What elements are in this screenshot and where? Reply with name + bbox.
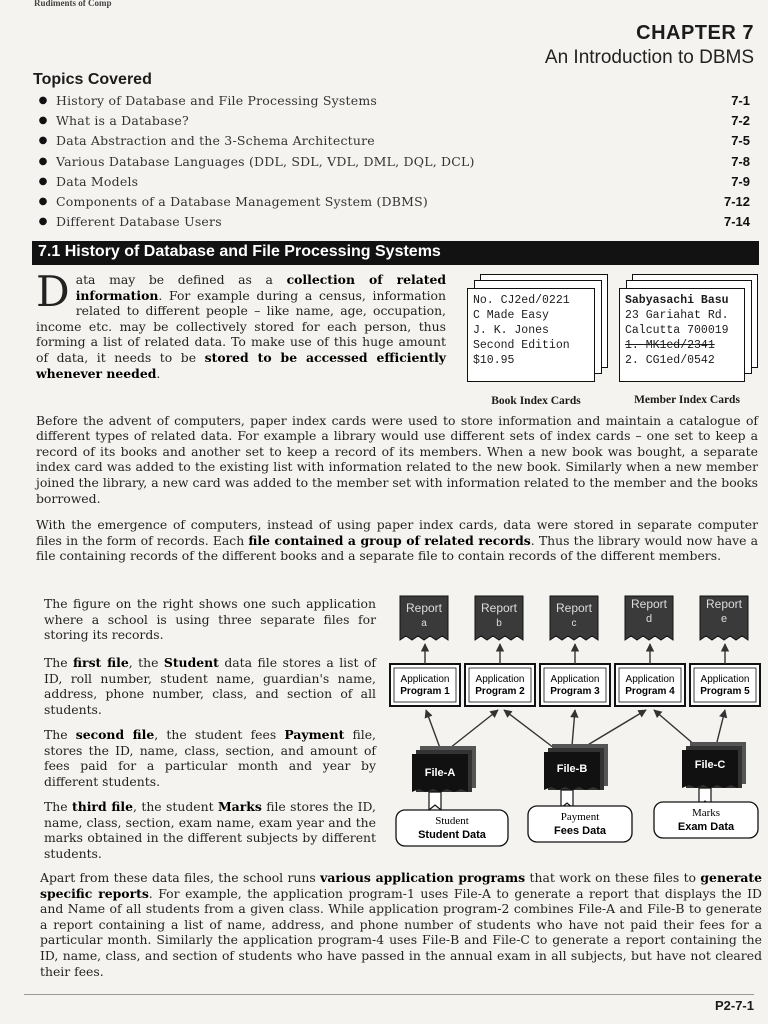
- bullet-icon: ●: [38, 114, 48, 126]
- section-heading-text: 7.1 History of Database and File Processing Systems: [38, 243, 441, 260]
- topic-page: 7-2: [731, 112, 750, 128]
- chapter-title: An Introduction to DBMS: [544, 47, 754, 68]
- member-index-card: Sabyasachi Basu 23 Gariahat Rd. Calcutta 700019 1. MK1ed/2341 2. CG1ed/0542: [619, 288, 745, 382]
- book-index-card: No. CJ2ed/0221 C Made Easy J. K. Jones Second Edition $10.95: [467, 288, 595, 382]
- topic-page: 7-8: [731, 153, 750, 169]
- bullet-icon: ●: [38, 175, 48, 187]
- file-b: [544, 744, 608, 790]
- student-data-box: [396, 810, 508, 846]
- exam-data-box: [654, 802, 758, 838]
- svg-text:File-C: File-C: [694, 759, 726, 771]
- topic-page: 7-12: [723, 194, 750, 210]
- topic-text: What is a Database?: [56, 112, 189, 128]
- svg-text:Application: Application: [700, 674, 750, 685]
- application-program-5: [690, 664, 760, 706]
- topic-item: [30, 191, 750, 211]
- topic-item: [30, 131, 750, 151]
- paragraph-index-cards: Before the advent of computers, paper index cards were used to store information and maintain a catalogue of different types of related data. For example a library would use different sets of index cards – one set to keep a record of its books and another set to keep a record of its members. When a new book was bought, a separate index card was added to the existing list with information related to the new book. Similarly when a new member joined the library, a new card was added to the member set with information related to the member and the books borrowed.: [36, 412, 758, 506]
- svg-text:Report: Report: [705, 597, 743, 611]
- topic-text: Data Models: [56, 173, 139, 189]
- topic-page: 7-9: [731, 173, 750, 189]
- topic-text: Data Abstraction and the 3-Schema Architecture: [56, 133, 375, 149]
- svg-text:e: e: [720, 613, 728, 625]
- connector-icon: [561, 790, 573, 808]
- svg-text:Report: Report: [555, 601, 593, 615]
- svg-text:Report: Report: [630, 597, 668, 611]
- chapter-label: CHAPTER 7: [636, 22, 754, 44]
- file-c: [682, 742, 746, 788]
- svg-text:Program 3: Program 3: [550, 686, 600, 697]
- svg-text:Exam Data: Exam Data: [677, 821, 735, 833]
- topic-item: [30, 110, 750, 130]
- bullet-icon: ●: [38, 196, 48, 208]
- report-d: [625, 596, 673, 640]
- topic-text: Different Database Users: [56, 214, 222, 230]
- topics-list: [30, 90, 750, 232]
- svg-text:Application: Application: [550, 674, 600, 685]
- topic-page: 7-1: [731, 92, 750, 108]
- topic-text: History of Database and File Processing Systems: [56, 92, 377, 108]
- report-e: [700, 596, 748, 640]
- topics-title: Topics Covered: [33, 71, 152, 88]
- svg-text:Report: Report: [480, 601, 518, 615]
- application-program-4: [615, 664, 685, 706]
- report-a: [400, 596, 448, 640]
- file-a: [412, 746, 476, 792]
- svg-text:Program 2: Program 2: [475, 686, 525, 697]
- paragraph-second-file: The second file, the student fees Payment file, stores the ID, name, class, section, and amount of fees paid for a particular month and year by different students.: [44, 727, 376, 789]
- application-program-1: [390, 664, 460, 706]
- paragraph-first-file: The first file, the Student data file stores a list of ID, roll number, student name, guardian's name, address, phone number, class, and section of all students.: [44, 655, 376, 717]
- paragraph-third-file: The third file, the student Marks file stores the ID, name, class, section, exam name, exam year and the marks obtained in the different subjects by different students.: [44, 799, 376, 861]
- bullet-icon: ●: [38, 135, 48, 147]
- fees-data-box: [528, 806, 632, 842]
- svg-text:Student Data: Student Data: [418, 829, 486, 841]
- bullet-icon: ●: [38, 216, 48, 228]
- topic-item: [30, 171, 750, 191]
- svg-text:File-B: File-B: [556, 763, 588, 775]
- svg-text:Program 1: Program 1: [400, 686, 450, 697]
- svg-text:Fees Data: Fees Data: [554, 825, 606, 837]
- book-cards-caption: Book Index Cards: [491, 395, 581, 407]
- section-heading: [32, 241, 759, 265]
- svg-text:d: d: [645, 613, 653, 625]
- svg-text:Program 4: Program 4: [625, 686, 675, 697]
- svg-text:c: c: [571, 618, 577, 629]
- index-cards-figure: [462, 268, 762, 418]
- svg-text:Program 5: Program 5: [700, 686, 750, 697]
- svg-text:File-A: File-A: [424, 767, 456, 779]
- svg-text:a: a: [421, 618, 427, 629]
- paragraph-application-programs: Apart from these data files, the school runs various application programs that work on these files to generate specific reports. For example, the application program-1 uses File-A to generate a report that displays the ID and Name of all students from a given class. While application program-2 combines File-A and File-B to generate a report containing a list of name, address, and phone number of students who have not paid their fees for a particular month. Similarly the application program-4 uses File-B and File-C to generate a report containing the ID, name, class, and section of students who have passed in the annual exam in all subjects, but have not cleared their fees.: [40, 870, 762, 979]
- paragraph-computer-files: With the emergence of computers, instead of using paper index cards, data were stored in separate computer files in the form of records. Each file contained a group of related records. Thus the library would now have a file containing records of the different books and a separate file to contain records of the different members.: [36, 517, 758, 564]
- svg-text:Student: Student: [435, 815, 469, 827]
- topic-text: Components of a Database Management System (DBMS): [56, 194, 428, 210]
- paragraph-intro: Data may be defined as a collection of related information. For example during a census, information related to different people – like name, age, occupation, income etc. may be collectively stored for each person, thus forming a list of related data. To make use of this huge amount of data, it needs to be stored to be accessed efficiently whenever needed.: [36, 267, 446, 381]
- svg-text:Application: Application: [625, 674, 675, 685]
- topic-item: [30, 212, 750, 232]
- connector-icon: [429, 792, 441, 810]
- drop-cap: D: [36, 267, 70, 316]
- member-cards-caption: Member Index Cards: [634, 394, 740, 406]
- application-program-3: [540, 664, 610, 706]
- file-processing-diagram: [386, 588, 762, 858]
- topic-page: 7-14: [723, 214, 750, 230]
- report-b: [475, 596, 523, 640]
- svg-text:Report: Report: [405, 601, 443, 615]
- svg-text:Marks: Marks: [691, 807, 721, 819]
- report-c: [550, 596, 598, 640]
- svg-text:Payment: Payment: [560, 811, 600, 823]
- svg-text:Application: Application: [400, 674, 450, 685]
- bullet-icon: ●: [38, 155, 48, 167]
- footer-rule: [24, 994, 754, 995]
- running-head: Rudiments of Comp: [34, 0, 112, 8]
- svg-text:b: b: [496, 618, 502, 629]
- svg-text:Application: Application: [475, 674, 525, 685]
- topic-item: [30, 90, 750, 110]
- paragraph-figure-intro: The figure on the right shows one such application where a school is using three separate files for storing its records.: [44, 596, 376, 643]
- topic-item: [30, 151, 750, 171]
- page-number: P2-7-1: [714, 998, 754, 1013]
- topic-page: 7-5: [731, 133, 750, 149]
- application-program-2: [465, 664, 535, 706]
- bullet-icon: ●: [38, 94, 48, 106]
- topic-text: Various Database Languages (DDL, SDL, VDL, DML, DQL, DCL): [56, 153, 475, 169]
